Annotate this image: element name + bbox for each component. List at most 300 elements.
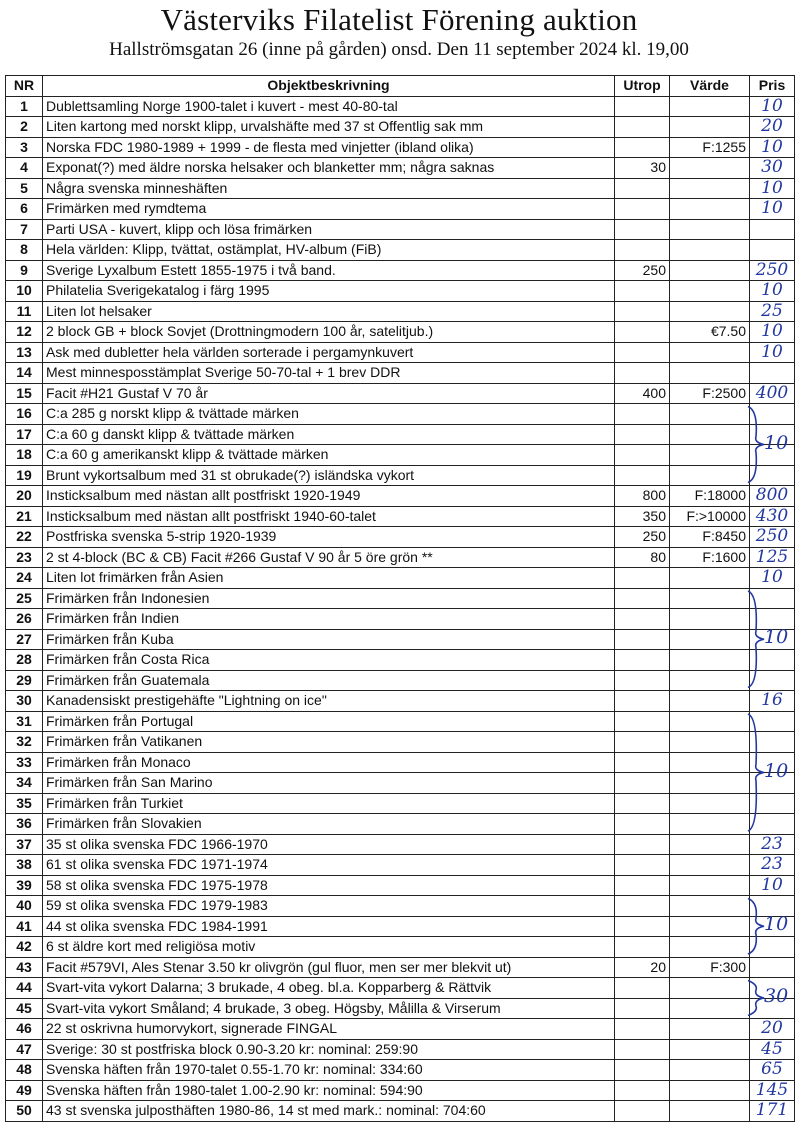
lot-description: Några svenska minneshäften bbox=[43, 178, 615, 199]
lot-value bbox=[670, 363, 750, 384]
lot-price: 250 bbox=[750, 260, 795, 281]
lot-price: 10 bbox=[750, 199, 795, 220]
lot-starting-price bbox=[615, 670, 670, 691]
lot-description: C:a 60 g amerikanskt klipp & tvättade märken bbox=[43, 445, 615, 466]
lot-price: 20 bbox=[750, 1019, 795, 1040]
lot-number: 49 bbox=[6, 1080, 43, 1101]
lot-description: Dublettsamling Norge 1900-talet i kuvert - mest 40-80-tal bbox=[43, 96, 615, 117]
table-row bbox=[6, 978, 795, 999]
lot-starting-price bbox=[615, 568, 670, 589]
lot-price: 10 bbox=[750, 281, 795, 302]
lot-number: 35 bbox=[6, 793, 43, 814]
table-row bbox=[6, 793, 795, 814]
lot-starting-price bbox=[615, 240, 670, 261]
lot-number: 5 bbox=[6, 178, 43, 199]
lot-starting-price bbox=[615, 199, 670, 220]
lot-value bbox=[670, 1101, 750, 1122]
lot-price bbox=[750, 404, 795, 425]
table-row bbox=[6, 609, 795, 630]
lot-description: Frimärken från Slovakien bbox=[43, 814, 615, 835]
table-row bbox=[6, 629, 795, 650]
lot-number: 26 bbox=[6, 609, 43, 630]
lot-price: 23 bbox=[750, 834, 795, 855]
lot-price: 171 bbox=[750, 1101, 795, 1122]
lot-number: 38 bbox=[6, 855, 43, 876]
table-row bbox=[6, 752, 795, 773]
lot-starting-price: 250 bbox=[615, 527, 670, 548]
lot-price bbox=[750, 732, 795, 753]
lot-value bbox=[670, 711, 750, 732]
table-row bbox=[6, 199, 795, 220]
lot-number: 7 bbox=[6, 219, 43, 240]
lot-value bbox=[670, 834, 750, 855]
table-row bbox=[6, 322, 795, 343]
lot-price bbox=[750, 978, 795, 999]
lot-value bbox=[670, 465, 750, 486]
lot-description: 2 block GB + block Sovjet (Drottningmodern 100 år, satelitjub.) bbox=[43, 322, 615, 343]
lot-description: Insticksalbum med nästan allt postfriskt 1920-1949 bbox=[43, 486, 615, 507]
table-row bbox=[6, 1101, 795, 1122]
lot-number: 6 bbox=[6, 199, 43, 220]
table-row bbox=[6, 1060, 795, 1081]
lot-description: Frimärken från Vatikanen bbox=[43, 732, 615, 753]
lot-price: 145 bbox=[750, 1080, 795, 1101]
lot-starting-price bbox=[615, 588, 670, 609]
lot-value bbox=[670, 629, 750, 650]
lot-number: 34 bbox=[6, 773, 43, 794]
lot-value bbox=[670, 691, 750, 712]
lot-starting-price bbox=[615, 998, 670, 1019]
lot-starting-price bbox=[615, 404, 670, 425]
lot-number: 3 bbox=[6, 137, 43, 158]
lot-price: 125 bbox=[750, 547, 795, 568]
table-row bbox=[6, 301, 795, 322]
lot-number: 29 bbox=[6, 670, 43, 691]
lot-price bbox=[750, 793, 795, 814]
lot-starting-price bbox=[615, 629, 670, 650]
table-row bbox=[6, 834, 795, 855]
lot-value bbox=[670, 875, 750, 896]
lot-price bbox=[750, 957, 795, 978]
lot-description: C:a 60 g danskt klipp & tvättade märken bbox=[43, 424, 615, 445]
lot-description: Frimärken från Portugal bbox=[43, 711, 615, 732]
lot-value bbox=[670, 814, 750, 835]
lot-description: Svenska häften från 1970-talet 0.55-1.70 kr: nominal: 334:60 bbox=[43, 1060, 615, 1081]
table-row bbox=[6, 814, 795, 835]
lot-description: 44 st olika svenska FDC 1984-1991 bbox=[43, 916, 615, 937]
lot-starting-price: 800 bbox=[615, 486, 670, 507]
lot-starting-price bbox=[615, 178, 670, 199]
lot-number: 18 bbox=[6, 445, 43, 466]
lot-number: 22 bbox=[6, 527, 43, 548]
lot-description: 2 st 4-block (BC & CB) Facit #266 Gustaf V 90 år 5 öre grön ** bbox=[43, 547, 615, 568]
lot-number: 2 bbox=[6, 117, 43, 138]
lot-description: 22 st oskrivna humorvykort, signerade FINGAL bbox=[43, 1019, 615, 1040]
lot-starting-price bbox=[615, 834, 670, 855]
lot-description: Frimärken från Turkiet bbox=[43, 793, 615, 814]
lot-description: 43 st svenska julposthäften 1980-86, 14 st med mark.: nominal: 704:60 bbox=[43, 1101, 615, 1122]
lot-number: 23 bbox=[6, 547, 43, 568]
lot-starting-price bbox=[615, 322, 670, 343]
lot-starting-price bbox=[615, 1080, 670, 1101]
lot-number: 47 bbox=[6, 1039, 43, 1060]
lot-value: F:8450 bbox=[670, 527, 750, 548]
lot-price: 10 bbox=[750, 322, 795, 343]
lot-value bbox=[670, 752, 750, 773]
lot-description: Mest minnesposstämplat Sverige 50-70-tal + 1 brev DDR bbox=[43, 363, 615, 384]
lot-number: 24 bbox=[6, 568, 43, 589]
lot-value bbox=[670, 978, 750, 999]
lot-starting-price bbox=[615, 650, 670, 671]
lot-starting-price bbox=[615, 465, 670, 486]
lot-number: 27 bbox=[6, 629, 43, 650]
lot-value bbox=[670, 219, 750, 240]
lot-value bbox=[670, 1039, 750, 1060]
lot-starting-price bbox=[615, 875, 670, 896]
lot-starting-price bbox=[615, 732, 670, 753]
header-varde: Värde bbox=[670, 76, 750, 97]
lot-description: Sverige: 30 st postfriska block 0.90-3.20 kr: nominal: 259:90 bbox=[43, 1039, 615, 1060]
lot-number: 31 bbox=[6, 711, 43, 732]
lot-value bbox=[670, 937, 750, 958]
group-price: 10 bbox=[764, 431, 789, 454]
lot-number: 19 bbox=[6, 465, 43, 486]
lot-description: Svart-vita vykort Småland; 4 brukade, 3 obeg. Högsby, Målilla & Virserum bbox=[43, 998, 615, 1019]
header-nr: NR bbox=[6, 76, 43, 97]
lot-starting-price bbox=[615, 363, 670, 384]
lot-number: 48 bbox=[6, 1060, 43, 1081]
lot-price bbox=[750, 773, 795, 794]
lot-starting-price bbox=[615, 896, 670, 917]
lot-price bbox=[750, 609, 795, 630]
lot-starting-price bbox=[615, 281, 670, 302]
table-row bbox=[6, 855, 795, 876]
lot-price bbox=[750, 219, 795, 240]
table-row bbox=[6, 219, 795, 240]
table-row bbox=[6, 383, 795, 404]
lot-description: Sverige Lyxalbum Estett 1855-1975 i två band. bbox=[43, 260, 615, 281]
lot-starting-price bbox=[615, 424, 670, 445]
lot-number: 13 bbox=[6, 342, 43, 363]
lot-price: 25 bbox=[750, 301, 795, 322]
lot-price bbox=[750, 916, 795, 937]
lot-value bbox=[670, 568, 750, 589]
lot-starting-price bbox=[615, 1060, 670, 1081]
table-row bbox=[6, 711, 795, 732]
lot-starting-price bbox=[615, 1039, 670, 1060]
table-row bbox=[6, 998, 795, 1019]
table-row bbox=[6, 732, 795, 753]
lot-price bbox=[750, 814, 795, 835]
lot-value: €7.50 bbox=[670, 322, 750, 343]
lot-value bbox=[670, 916, 750, 937]
lot-description: Ask med dubletter hela världen sorterade i pergamynkuvert bbox=[43, 342, 615, 363]
lot-number: 44 bbox=[6, 978, 43, 999]
table-row bbox=[6, 691, 795, 712]
lot-starting-price bbox=[615, 978, 670, 999]
header-desc: Objektbeskrivning bbox=[43, 76, 615, 97]
lot-price: 400 bbox=[750, 383, 795, 404]
lot-price bbox=[750, 363, 795, 384]
lot-value bbox=[670, 1080, 750, 1101]
lot-number: 21 bbox=[6, 506, 43, 527]
lot-price bbox=[750, 752, 795, 773]
lot-number: 30 bbox=[6, 691, 43, 712]
table-row bbox=[6, 465, 795, 486]
lot-description: Liten lot helsaker bbox=[43, 301, 615, 322]
lot-number: 8 bbox=[6, 240, 43, 261]
table-row bbox=[6, 568, 795, 589]
lot-starting-price: 400 bbox=[615, 383, 670, 404]
lot-value bbox=[670, 158, 750, 179]
lot-value bbox=[670, 588, 750, 609]
lot-number: 1 bbox=[6, 96, 43, 117]
lot-number: 11 bbox=[6, 301, 43, 322]
lot-description: 58 st olika svenska FDC 1975-1978 bbox=[43, 875, 615, 896]
lot-description: Frimärken från San Marino bbox=[43, 773, 615, 794]
lot-number: 32 bbox=[6, 732, 43, 753]
lot-number: 39 bbox=[6, 875, 43, 896]
table-row bbox=[6, 773, 795, 794]
table-row bbox=[6, 424, 795, 445]
lot-value bbox=[670, 855, 750, 876]
lot-description: Philatelia Sverigekatalog i färg 1995 bbox=[43, 281, 615, 302]
lot-starting-price bbox=[615, 445, 670, 466]
lot-value bbox=[670, 342, 750, 363]
lot-starting-price bbox=[615, 814, 670, 835]
lot-description: Liten lot frimärken från Asien bbox=[43, 568, 615, 589]
table-row bbox=[6, 506, 795, 527]
lot-value: F:>10000 bbox=[670, 506, 750, 527]
lot-number: 46 bbox=[6, 1019, 43, 1040]
lot-price: 45 bbox=[750, 1039, 795, 1060]
lot-description: Facit #579VI, Ales Stenar 3.50 kr olivgrön (gul fluor, men ser mer blekvit ut) bbox=[43, 957, 615, 978]
lot-value bbox=[670, 281, 750, 302]
lot-number: 50 bbox=[6, 1101, 43, 1122]
lot-starting-price bbox=[615, 916, 670, 937]
lot-starting-price: 250 bbox=[615, 260, 670, 281]
lot-price: 10 bbox=[750, 137, 795, 158]
lot-starting-price: 30 bbox=[615, 158, 670, 179]
lot-price: 800 bbox=[750, 486, 795, 507]
lot-number: 33 bbox=[6, 752, 43, 773]
lot-price: 23 bbox=[750, 855, 795, 876]
lot-description: Frimärken från Kuba bbox=[43, 629, 615, 650]
lot-number: 25 bbox=[6, 588, 43, 609]
table-row bbox=[6, 527, 795, 548]
table-row bbox=[6, 588, 795, 609]
lot-value bbox=[670, 96, 750, 117]
lot-value bbox=[670, 670, 750, 691]
table-row bbox=[6, 650, 795, 671]
lot-starting-price bbox=[615, 691, 670, 712]
lot-price bbox=[750, 588, 795, 609]
lot-starting-price bbox=[615, 342, 670, 363]
lot-starting-price: 350 bbox=[615, 506, 670, 527]
lot-number: 36 bbox=[6, 814, 43, 835]
table-row bbox=[6, 896, 795, 917]
lot-number: 17 bbox=[6, 424, 43, 445]
table-row bbox=[6, 937, 795, 958]
lot-value bbox=[670, 1060, 750, 1081]
lot-starting-price bbox=[615, 793, 670, 814]
lot-description: Exponat(?) med äldre norska helsaker och blanketter mm; några saknas bbox=[43, 158, 615, 179]
lot-value bbox=[670, 1019, 750, 1040]
lot-description: Frimärken från Indien bbox=[43, 609, 615, 630]
table-row bbox=[6, 117, 795, 138]
lot-description: Kanadensiskt prestigehäfte "Lightning on ice" bbox=[43, 691, 615, 712]
lot-price bbox=[750, 937, 795, 958]
table-header-row bbox=[6, 76, 795, 97]
group-price: 10 bbox=[764, 759, 789, 782]
lot-starting-price bbox=[615, 773, 670, 794]
lot-description: Frimärken från Indonesien bbox=[43, 588, 615, 609]
lot-description: 6 st äldre kort med religiösa motiv bbox=[43, 937, 615, 958]
lot-price bbox=[750, 629, 795, 650]
lot-price bbox=[750, 424, 795, 445]
lot-price: 10 bbox=[750, 96, 795, 117]
lot-value: F:2500 bbox=[670, 383, 750, 404]
lot-value bbox=[670, 773, 750, 794]
lot-starting-price bbox=[615, 137, 670, 158]
lot-price: 20 bbox=[750, 117, 795, 138]
lot-description: Brunt vykortsalbum med 31 st obrukade(?) isländska vykort bbox=[43, 465, 615, 486]
lot-value: F:1600 bbox=[670, 547, 750, 568]
lot-value bbox=[670, 260, 750, 281]
lot-description: Frimärken från Costa Rica bbox=[43, 650, 615, 671]
table-row bbox=[6, 342, 795, 363]
lot-price bbox=[750, 711, 795, 732]
lot-value bbox=[670, 650, 750, 671]
lot-price bbox=[750, 650, 795, 671]
lot-starting-price: 80 bbox=[615, 547, 670, 568]
lot-number: 12 bbox=[6, 322, 43, 343]
table-row bbox=[6, 1019, 795, 1040]
lot-number: 10 bbox=[6, 281, 43, 302]
lot-description: Frimärken med rymdtema bbox=[43, 199, 615, 220]
table-row bbox=[6, 137, 795, 158]
lot-value bbox=[670, 404, 750, 425]
table-row bbox=[6, 670, 795, 691]
lot-description: Postfriska svenska 5-strip 1920-1939 bbox=[43, 527, 615, 548]
lot-starting-price bbox=[615, 96, 670, 117]
lot-starting-price bbox=[615, 711, 670, 732]
lot-price: 10 bbox=[750, 875, 795, 896]
lot-starting-price bbox=[615, 219, 670, 240]
lot-value bbox=[670, 793, 750, 814]
lot-number: 9 bbox=[6, 260, 43, 281]
lot-value: F:300 bbox=[670, 957, 750, 978]
lot-value bbox=[670, 117, 750, 138]
lot-number: 40 bbox=[6, 896, 43, 917]
lot-value: F:18000 bbox=[670, 486, 750, 507]
lot-description: Parti USA - kuvert, klipp och lösa frimärken bbox=[43, 219, 615, 240]
lot-value: F:1255 bbox=[670, 137, 750, 158]
lot-description: Frimärken från Guatemala bbox=[43, 670, 615, 691]
lot-starting-price bbox=[615, 855, 670, 876]
lot-price: 10 bbox=[750, 178, 795, 199]
lot-starting-price bbox=[615, 1101, 670, 1122]
table-row bbox=[6, 178, 795, 199]
lot-starting-price bbox=[615, 301, 670, 322]
table-row bbox=[6, 158, 795, 179]
lot-value bbox=[670, 301, 750, 322]
lot-value bbox=[670, 240, 750, 261]
lot-price: 430 bbox=[750, 506, 795, 527]
lot-number: 42 bbox=[6, 937, 43, 958]
lot-description: Norska FDC 1980-1989 + 1999 - de flesta med vinjetter (ibland olika) bbox=[43, 137, 615, 158]
group-price: 30 bbox=[764, 985, 789, 1007]
table-row bbox=[6, 281, 795, 302]
lot-description: 35 st olika svenska FDC 1966-1970 bbox=[43, 834, 615, 855]
table-row bbox=[6, 916, 795, 937]
lot-price: 16 bbox=[750, 691, 795, 712]
lot-price bbox=[750, 445, 795, 466]
table-row bbox=[6, 240, 795, 261]
lot-number: 45 bbox=[6, 998, 43, 1019]
lot-value bbox=[670, 998, 750, 1019]
lot-starting-price bbox=[615, 609, 670, 630]
lot-description: 61 st olika svenska FDC 1971-1974 bbox=[43, 855, 615, 876]
table-row bbox=[6, 486, 795, 507]
lot-price: 250 bbox=[750, 527, 795, 548]
lot-number: 16 bbox=[6, 404, 43, 425]
table-row bbox=[6, 445, 795, 466]
lot-number: 14 bbox=[6, 363, 43, 384]
lot-value bbox=[670, 896, 750, 917]
lot-number: 4 bbox=[6, 158, 43, 179]
table-row bbox=[6, 96, 795, 117]
table-row bbox=[6, 875, 795, 896]
lot-price: 10 bbox=[750, 342, 795, 363]
lot-value bbox=[670, 178, 750, 199]
table-row bbox=[6, 1080, 795, 1101]
table-row bbox=[6, 260, 795, 281]
lot-description: Frimärken från Monaco bbox=[43, 752, 615, 773]
lot-starting-price: 20 bbox=[615, 957, 670, 978]
lot-value bbox=[670, 199, 750, 220]
lot-price: 65 bbox=[750, 1060, 795, 1081]
lot-starting-price bbox=[615, 1019, 670, 1040]
lot-description: Svenska häften från 1980-talet 1.00-2.90 kr: nominal: 594:90 bbox=[43, 1080, 615, 1101]
lot-price bbox=[750, 998, 795, 1019]
group-price: 10 bbox=[764, 913, 789, 936]
lot-number: 15 bbox=[6, 383, 43, 404]
page-subtitle: Hallströmsgatan 26 (inne på gården) onsd. Den 11 september 2024 kl. 19,00 bbox=[109, 39, 689, 60]
lot-price: 10 bbox=[750, 568, 795, 589]
header-pris: Pris bbox=[750, 76, 795, 97]
lot-number: 43 bbox=[6, 957, 43, 978]
lot-price bbox=[750, 896, 795, 917]
lot-price bbox=[750, 465, 795, 486]
lot-value bbox=[670, 609, 750, 630]
table-row bbox=[6, 363, 795, 384]
lot-description: Insticksalbum med nästan allt postfriskt 1940-60-talet bbox=[43, 506, 615, 527]
lot-number: 28 bbox=[6, 650, 43, 671]
lot-price bbox=[750, 670, 795, 691]
auction-table bbox=[5, 75, 795, 1122]
lot-description: Hela världen: Klipp, tvättat, ostämplat, HV-album (FiB) bbox=[43, 240, 615, 261]
lot-price bbox=[750, 240, 795, 261]
lot-value bbox=[670, 424, 750, 445]
lot-number: 37 bbox=[6, 834, 43, 855]
table-row bbox=[6, 547, 795, 568]
lot-description: Facit #H21 Gustaf V 70 år bbox=[43, 383, 615, 404]
lot-list bbox=[6, 96, 795, 1121]
page-title: Västerviks Filatelist Förening auktion bbox=[160, 2, 638, 37]
table-row bbox=[6, 404, 795, 425]
lot-description: 59 st olika svenska FDC 1979-1983 bbox=[43, 896, 615, 917]
